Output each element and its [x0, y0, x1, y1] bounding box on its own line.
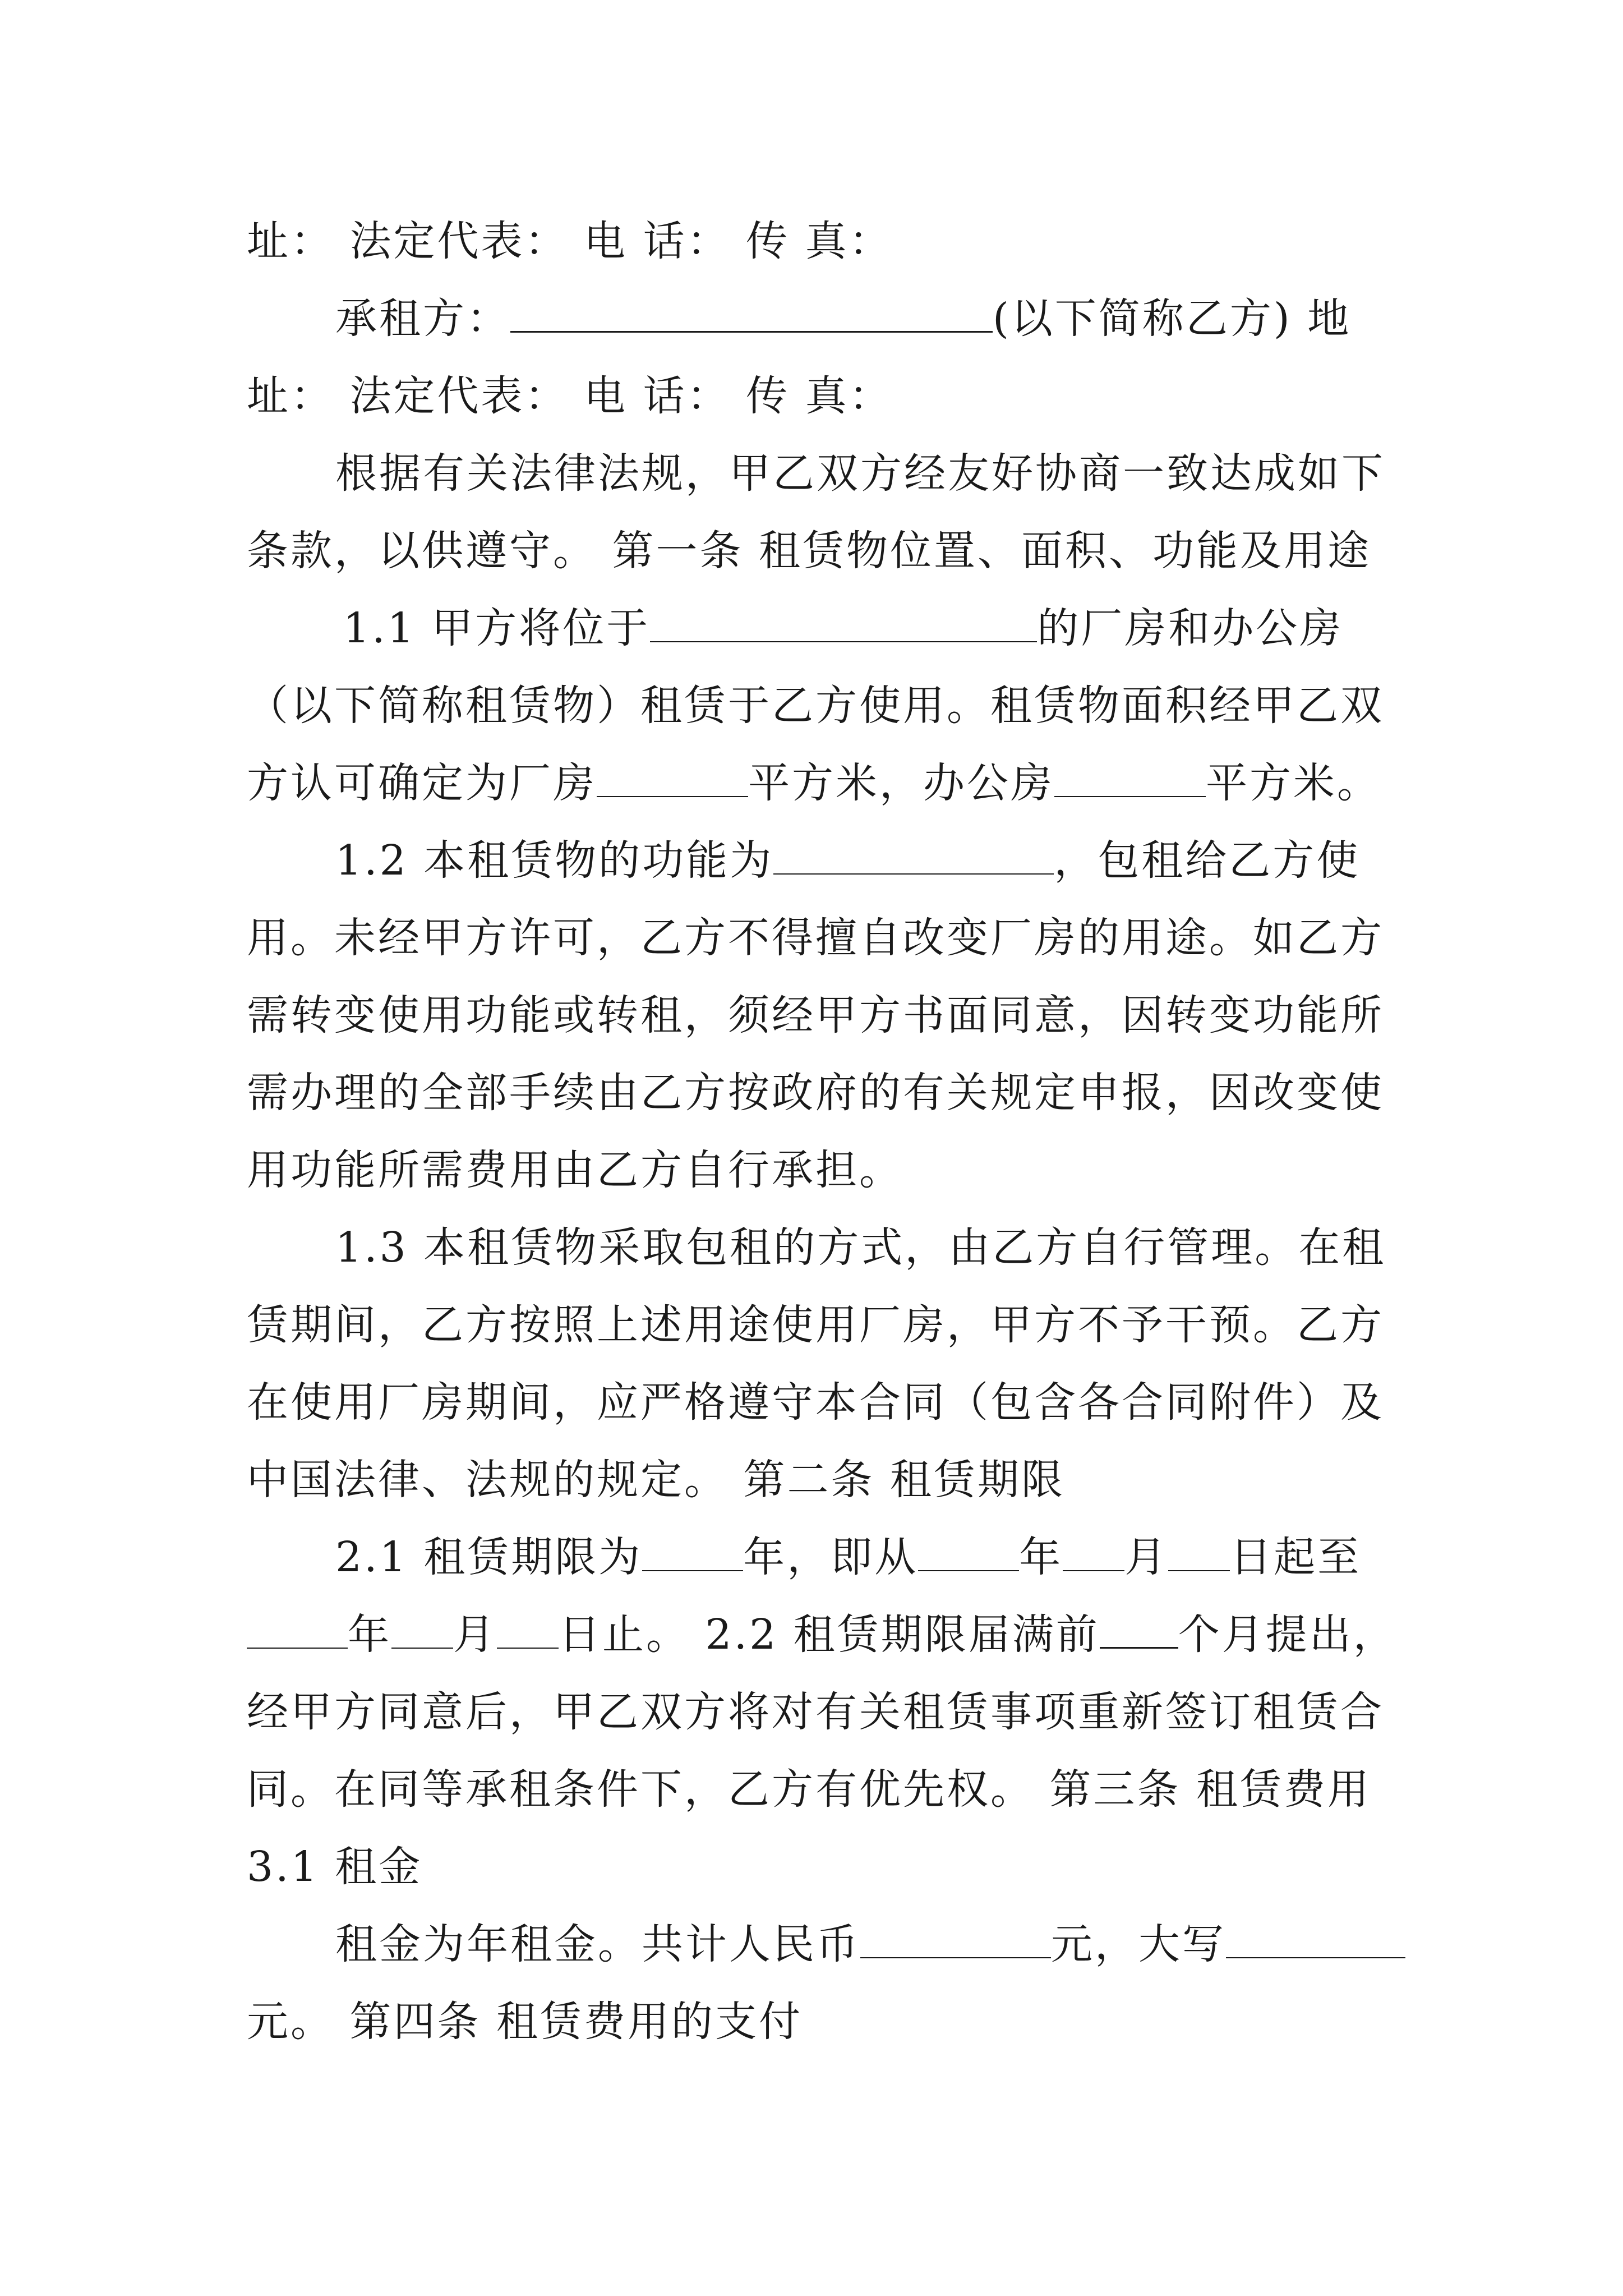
factory-area-blank: [597, 756, 748, 797]
lessee-contact-line: [247, 368, 1391, 424]
article-1-heading: 条款，以供遵守。 第一条 租赁物位置、面积、功能及用途: [247, 527, 1372, 575]
clause-text: 年，即从: [743, 1533, 919, 1581]
term-years-blank: [642, 1530, 743, 1571]
clause-text: 在使用厂房期间，应严格遵守本合同（包含各合同附件）及: [247, 1378, 1384, 1427]
notice-months-blank: [1100, 1607, 1178, 1649]
clause-text: 2.1 租赁期限为: [335, 1533, 643, 1581]
clause-text: 经甲方同意后，甲乙双方将对有关租赁事项重新签订租赁合: [247, 1688, 1384, 1736]
clause-text: 赁期间，乙方按照上述用途使用厂房，甲方不予干预。乙方: [247, 1301, 1384, 1349]
paragraph-line: [247, 1065, 1391, 1121]
rent-amount-blank: [860, 1917, 1051, 1958]
clause-text: 月: [1124, 1533, 1169, 1581]
start-day-blank: [1168, 1530, 1230, 1571]
rent-amount-words-blank: [1226, 1917, 1405, 1958]
clause-text: 需转变使用功能或转租，须经甲方书面同意，因转变功能所: [247, 991, 1384, 1039]
clause-text: 年: [348, 1611, 391, 1659]
lessee-name-blank: [510, 291, 993, 333]
paragraph-line: [247, 1761, 1391, 1818]
paragraph-line: [247, 678, 1391, 734]
paragraph-line: [247, 1142, 1391, 1198]
end-year-blank: [247, 1607, 348, 1649]
clause-text: 用。未经甲方许可，乙方不得擅自改变厂房的用途。如乙方: [247, 914, 1384, 962]
location-blank: [650, 601, 1037, 642]
office-area-blank: [1054, 756, 1206, 797]
clause-text: 1.1 甲方将位于: [343, 604, 651, 652]
clause-text: 租金为年租金。共计人民币: [335, 1920, 860, 1968]
lessee-note: (以下简称乙方) 地: [993, 295, 1352, 343]
clause-text: 1.3 本租赁物采取包租的方式，由乙方自行管理。在租: [335, 1223, 1386, 1272]
clause-text: 元，大写: [1051, 1920, 1226, 1968]
clause-1-2-line: [335, 832, 1391, 889]
paragraph-line: [247, 1684, 1391, 1740]
function-blank: [773, 833, 1054, 875]
clause-3-1-heading: 3.1 租金: [247, 1843, 423, 1891]
clause-text: 平方米。: [1206, 759, 1381, 807]
clause-text: 1.2 本租赁物的功能为: [335, 836, 774, 885]
clause-text: 日止。 2.2 租赁期限届满前: [559, 1611, 1100, 1659]
clause-text: 需办理的全部手续由乙方按政府的有关规定申报，因改变使: [247, 1069, 1384, 1117]
paragraph-line: [247, 1297, 1391, 1353]
lessee-contact-text: 址： 法定代表： 电 话： 传 真：: [247, 372, 893, 420]
paragraph-line: [247, 1994, 1391, 2050]
lessee-label: 承租方：: [335, 295, 510, 343]
lessor-contact-text: 址： 法定代表： 电 话： 传 真：: [247, 217, 893, 265]
lessee-line: [335, 291, 1391, 347]
rent-line: [335, 1916, 1391, 1972]
paragraph-line: [247, 1452, 1391, 1508]
paragraph-line: [335, 1220, 1391, 1276]
clause-text: （以下简称租赁物）租赁于乙方使用。租赁物面积经甲乙双: [247, 682, 1384, 730]
article-2-heading: 中国法律、法规的规定。 第二条 租赁期限: [247, 1456, 1066, 1504]
clause-text: 年: [1019, 1533, 1063, 1581]
article-3-heading: 同。在同等承租条件下，乙方有优先权。 第三条 租赁费用: [247, 1765, 1372, 1814]
start-year-blank: [918, 1530, 1019, 1571]
paragraph-line: [335, 445, 1391, 501]
clause-1-1-line: [343, 600, 1399, 656]
end-day-blank: [497, 1607, 559, 1649]
clause-text: 方认可确定为厂房: [247, 759, 597, 807]
clause-text: 的厂房和办公房: [1037, 604, 1344, 652]
preamble-text: 根据有关法律法规，甲乙双方经友好协商一致达成如下: [335, 449, 1385, 498]
paragraph-line: [247, 523, 1391, 579]
clause-text: 用功能所需费用由乙方自行承担。: [247, 1146, 903, 1194]
article-4-heading: 元。 第四条 租赁费用的支付: [247, 1998, 803, 2046]
paragraph-line: [247, 910, 1391, 966]
clause-text: 平方米，办公房: [748, 759, 1054, 807]
clause-text: 月: [453, 1611, 497, 1659]
start-month-blank: [1063, 1530, 1124, 1571]
clause-2-2-line: [247, 1607, 1413, 1663]
clause-text: ，包租给乙方使: [1054, 836, 1361, 885]
lessor-contact-line: [247, 213, 1391, 269]
paragraph-line: [247, 1839, 1391, 1895]
clause-text: 个月提出，: [1178, 1611, 1397, 1659]
clause-text: 日起至: [1230, 1533, 1362, 1581]
area-line: [247, 755, 1413, 811]
end-month-blank: [391, 1607, 453, 1649]
paragraph-line: [247, 1374, 1391, 1430]
clause-2-1-line: [335, 1529, 1391, 1585]
paragraph-line: [247, 987, 1391, 1043]
